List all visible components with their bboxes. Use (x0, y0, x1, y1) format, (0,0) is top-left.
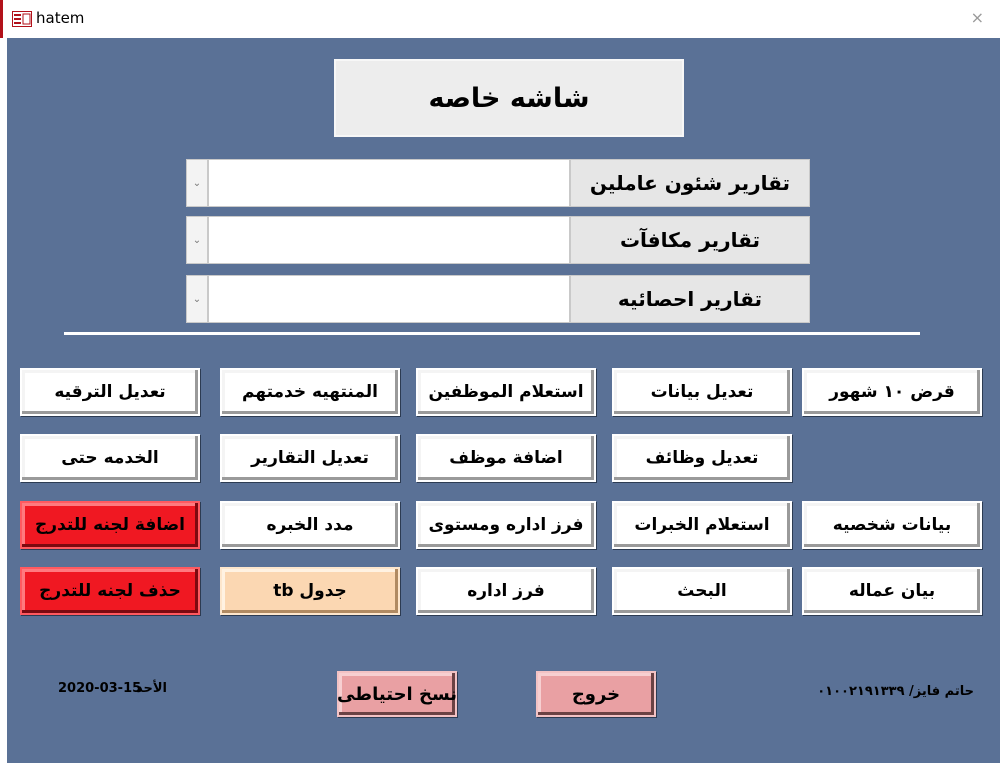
exit-button[interactable]: خروج (536, 671, 656, 717)
combo-bonus-reports-dropdown-button[interactable] (186, 216, 208, 264)
employees-query-button[interactable]: استعلام الموظفين (416, 368, 596, 416)
personal-data-button[interactable]: بيانات شخصيه (802, 501, 982, 549)
edit-data-button[interactable]: تعديل بيانات (612, 368, 792, 416)
close-icon[interactable]: × (970, 8, 984, 27)
edit-jobs-button[interactable]: تعديل وظائف (612, 434, 792, 482)
delete-grading-committee-button[interactable]: حذف لجنه للتدرج (20, 567, 200, 615)
combo-bonus-reports-field[interactable] (208, 216, 570, 264)
search-button[interactable]: البحث (612, 567, 792, 615)
sort-department-level-button[interactable]: فرز اداره ومستوى (416, 501, 596, 549)
access-form-icon (12, 11, 32, 27)
window-edge (0, 0, 3, 38)
add-grading-committee-button[interactable]: اضافة لجنه للتدرج (20, 501, 200, 549)
edit-promotion-button[interactable]: تعديل الترقيه (20, 368, 200, 416)
chevron-down-icon: ⌄ (192, 293, 202, 305)
tb-table-button[interactable]: جدول tb (220, 567, 400, 615)
page-title (334, 59, 684, 137)
workforce-statement-button[interactable]: بيان عماله (802, 567, 982, 615)
window-title: hatem (36, 9, 85, 27)
sort-department-button[interactable]: فرز اداره (416, 567, 596, 615)
loan-10-months-button[interactable]: قرض ١٠ شهور (802, 368, 982, 416)
page-title-text: شاشه خاصه (428, 82, 590, 114)
service-until-button[interactable]: الخدمه حتى (20, 434, 200, 482)
combo-hr-reports-label: تقارير شئون عاملين (570, 159, 810, 207)
chevron-down-icon: ⌄ (192, 234, 202, 246)
title-bar (0, 0, 1000, 38)
divider (64, 332, 920, 335)
chevron-down-icon: ⌄ (192, 177, 202, 189)
edit-reports-button[interactable]: تعديل التقارير (220, 434, 400, 482)
date-day-label: الأحد (136, 681, 168, 696)
credit-label: حاتم فايز/ ٠١٠٠٢١٩١٣٣٩ (817, 684, 974, 699)
combo-statistics-reports-dropdown-button[interactable] (186, 275, 208, 323)
combo-hr-reports-dropdown-button[interactable] (186, 159, 208, 207)
backup-button[interactable]: نسخ احتياطى (337, 671, 457, 717)
combo-statistics-reports-label: تقارير احصائيه (570, 275, 810, 323)
combo-bonus-reports-label: تقارير مكافآت (570, 216, 810, 264)
combo-statistics-reports-field[interactable] (208, 275, 570, 323)
date-value-label: 2020-03-15 (58, 681, 142, 696)
ended-service-button[interactable]: المنتهيه خدمتهم (220, 368, 400, 416)
experience-periods-button[interactable]: مدد الخبره (220, 501, 400, 549)
combo-hr-reports-field[interactable] (208, 159, 570, 207)
add-employee-button[interactable]: اضافة موظف (416, 434, 596, 482)
experience-query-button[interactable]: استعلام الخبرات (612, 501, 792, 549)
